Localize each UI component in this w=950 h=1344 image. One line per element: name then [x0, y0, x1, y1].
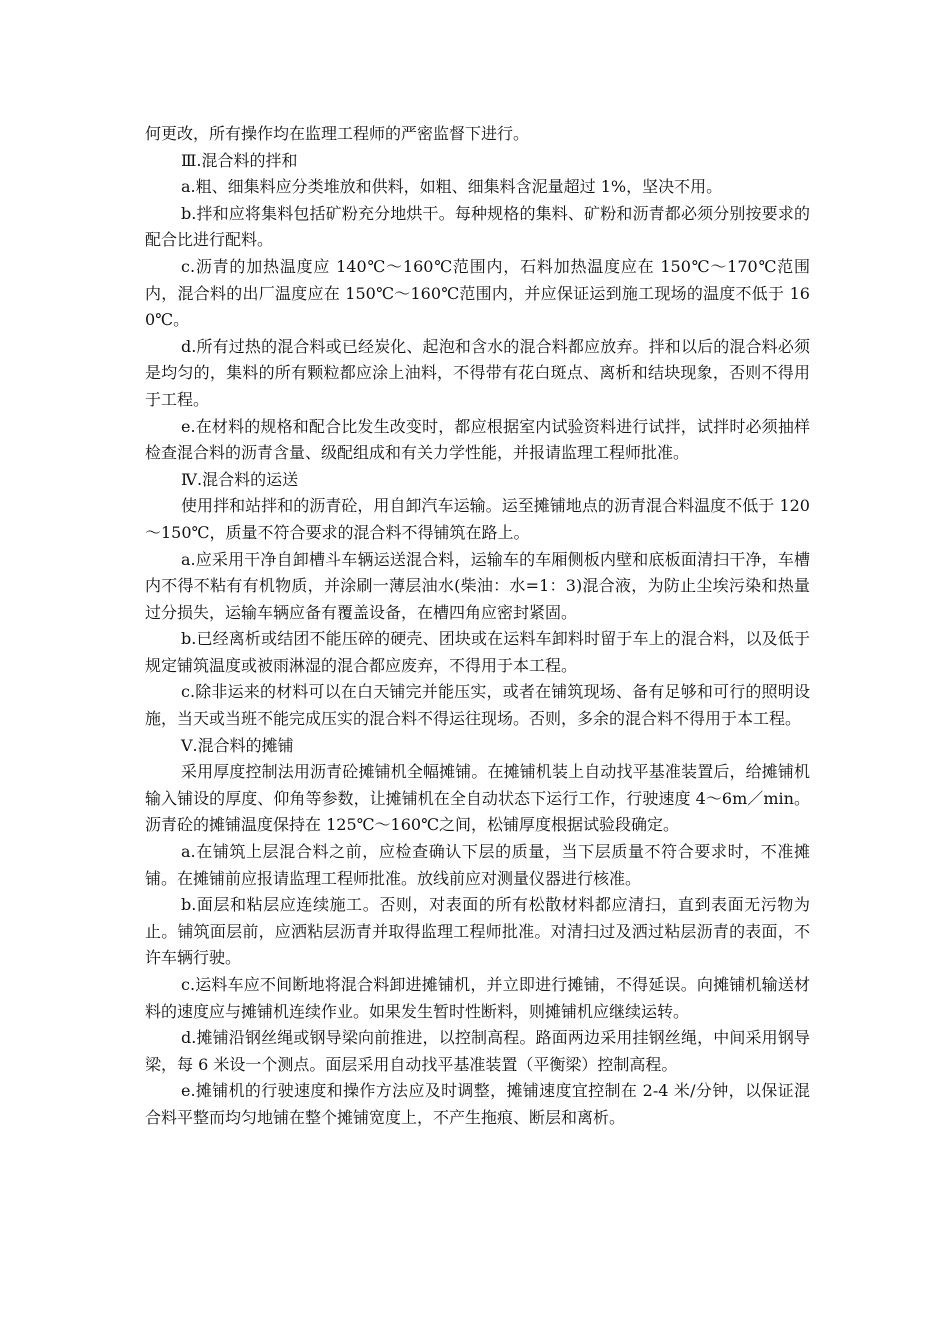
- paragraph-transport-a: a.应采用干净自卸槽斗车辆运送混合料，运输车的车厢侧板内壁和底板面清扫干净，车槽内不得不粘有有机物质，并涂刷一薄层油水(柴油：水=1：3)混合液，为防止尘埃污染和热量过分损失，运输车辆应备有覆盖设备，在槽四角应密封紧固。: [145, 549, 810, 622]
- section-heading-mixing: Ⅲ.混合料的拌和: [181, 150, 298, 170]
- paragraph-paving-d: d.摊铺沿钢丝绳或钢导梁向前推进，以控制高程。路面两边采用挂钢丝绳，中间采用钢导梁，每 6 米设一个测点。面层采用自动找平基准装置（平衡梁）控制高程。: [145, 1028, 810, 1074]
- paragraph-continuation: 何更改，所有操作均在监理工程师的严密监督下进行。: [145, 124, 530, 143]
- paragraph-paving-intro: 采用厚度控制法用沥青砼摊铺机全幅摊铺。在摊铺机装上自动找平基准装置后，给摊铺机输入铺设的厚度、仰角等参数，让摊铺机在全自动状态下运行工作，行驶速度 4～6m／min。沥青砼的摊铺温度保持在 125℃～160℃之间，松铺厚度根据试验段确定。: [145, 762, 810, 835]
- paragraph-paving-c: c.运料车应不间断地将混合料卸进摊铺机，并立即进行摊铺，不得延误。向摊铺机输送材料的速度应与摊铺机连续作业。如果发生暂时性断料，则摊铺机应继续运转。: [145, 975, 810, 1021]
- paragraph-transport-c: c.除非运来的材料可以在白天铺完并能压实，或者在铺筑现场、备有足够和可行的照明设施，当天或当班不能完成压实的混合料不得运往现场。否则，多余的混合料不得用于本工程。: [145, 682, 810, 729]
- paragraph-paving-e: e.摊铺机的行驶速度和操作方法应及时调整，摊铺速度宜控制在 2-4 米/分钟，以保证混合料平整而均匀地铺在整个摊铺宽度上，不产生拖痕、断层和离析。: [145, 1081, 810, 1127]
- paragraph-paving-b: b.面层和粘层应连续施工。否则，对表面的所有松散材料都应清扫，直到表面无污物为止。铺筑面层前，应洒粘层沥青并取得监理工程师批准。对清扫过及洒过粘层沥青的表面，不许车辆行驶。: [145, 895, 810, 968]
- paragraph-mixing-b: b.拌和应将集料包括矿粉充分地烘干。每种规格的集料、矿粉和沥青都必须分别按要求的配合比进行配料。: [145, 203, 810, 250]
- paragraph-transport-b: b.已经离析或结团不能压碎的硬壳、团块或在运料车卸料时留于车上的混合料，以及低于规定铺筑温度或被雨淋湿的混合都应废弃，不得用于本工程。: [145, 629, 810, 675]
- paragraph-mixing-c: c.沥青的加热温度应 140℃～160℃范围内，石料加热温度应在 150℃～170℃范围内，混合料的出厂温度应在 150℃～160℃范围内，并应保证运到施工现场的温度不低于 160℃。: [145, 256, 810, 330]
- section-heading-transport: Ⅳ.混合料的运送: [181, 469, 299, 489]
- paragraph-mixing-a: a.粗、细集料应分类堆放和供料，如粗、细集料含泥量超过 1%，坚决不用。: [181, 177, 723, 197]
- paragraph-mixing-e: e.在材料的规格和配合比发生改变时，都应根据室内试验资料进行试拌，试拌时必须抽样检查混合料的沥青含量、级配组成和有关力学性能，并报请监理工程师批准。: [145, 416, 810, 463]
- paragraph-transport-intro: 使用拌和站拌和的沥青砼，用自卸汽车运输。运至摊铺地点的沥青混合料温度不低于 120～150℃，质量不符合要求的混合料不得铺筑在路上。: [145, 496, 810, 542]
- section-heading-paving: Ⅴ.混合料的摊铺: [181, 735, 294, 755]
- paragraph-paving-a: a.在铺筑上层混合料之前，应检查确认下层的质量，当下层质量不符合要求时，不准摊铺。在摊铺前应报请监理工程师批准。放线前应对测量仪器进行核准。: [145, 842, 810, 888]
- paragraph-mixing-d: d.所有过热的混合料或已经炭化、起泡和含水的混合料都应放弃。拌和以后的混合料必须是均匀的，集料的所有颗粒都应涂上油料，不得带有花白斑点、离析和结块现象，否则不得用于工程。: [145, 336, 810, 409]
